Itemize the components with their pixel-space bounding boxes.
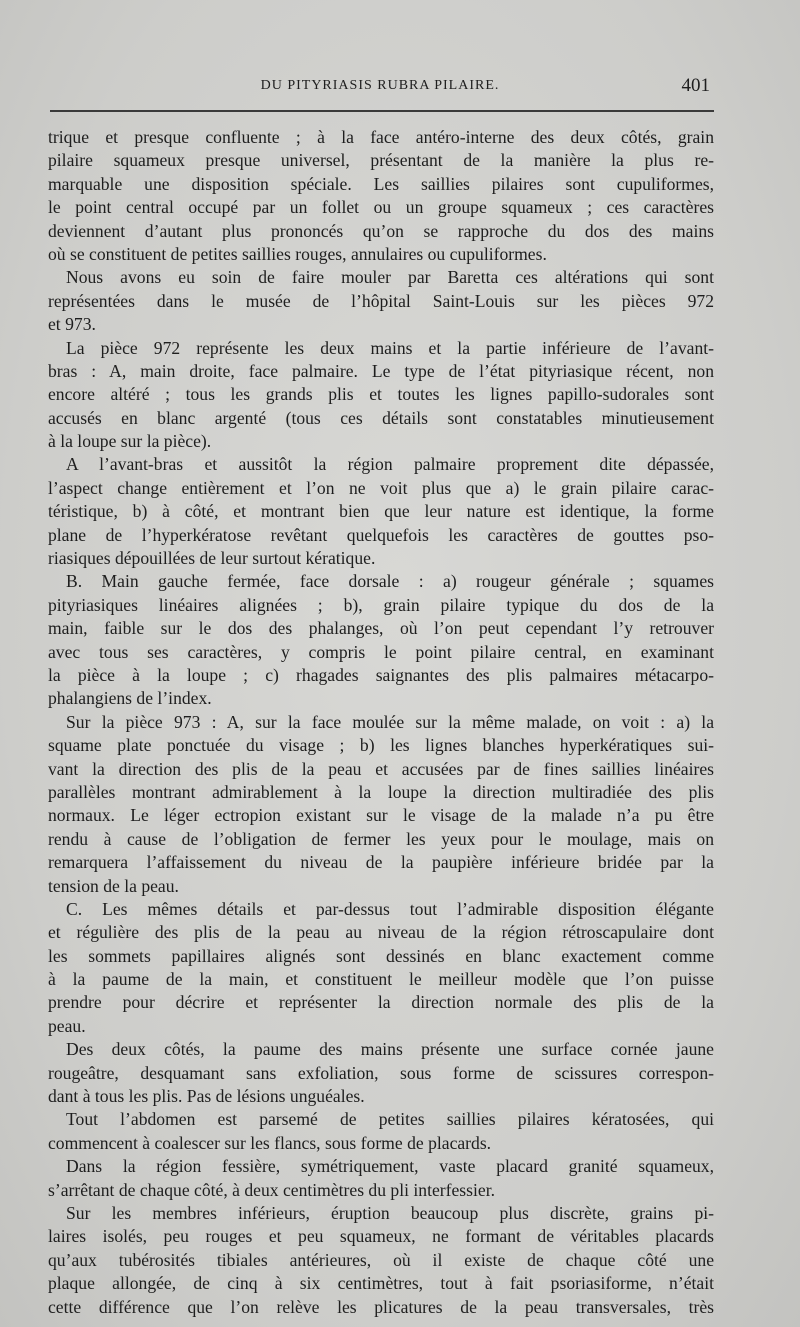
text-line: accusés en blanc argenté (tous ces détails sont constatables minutieusement xyxy=(48,407,714,428)
text-line: tension de la peau. xyxy=(48,875,179,896)
text-line: Des deux côtés, la paume des mains présente une surface cornée jaune xyxy=(66,1039,714,1060)
text-line: squame plate ponctuée du visage ; b) les lignes blanches hyperkératiques sui- xyxy=(48,735,714,756)
text-line: représentées dans le musée de l’hôpital Saint-Louis sur les pièces 972 xyxy=(48,290,714,311)
text-line: plaque allongée, de cinq à six centimètres, tout à fait psoriasiforme, n’était xyxy=(48,1273,714,1294)
text-line: peau. xyxy=(48,1015,86,1036)
header-rule xyxy=(50,110,714,112)
text-line: parallèles montrant admirablement à la loupe la direction multiradiée des plis xyxy=(48,781,714,802)
text-line: main, faible sur le dos des phalanges, où l’on peut cependant l’y retrouver xyxy=(48,618,714,639)
text-line: dant à tous les plis. Pas de lésions unguéales. xyxy=(48,1086,365,1107)
text-line: La pièce 972 représente les deux mains et la partie inférieure de l’avant- xyxy=(66,337,714,358)
text-line: vant la direction des plis de la peau et accusées par de fines saillies linéaires xyxy=(48,758,714,779)
text-line: cette différence que l’on relève les plicatures de la peau transversales, très xyxy=(48,1296,714,1317)
text-line: remarquera l’affaissement du niveau de la paupière inférieure bridée par la xyxy=(48,852,714,873)
text-line: à la loupe sur la pièce). xyxy=(48,431,212,452)
text-line: marquable une disposition spéciale. Les saillies pilaires sont cupuliformes, xyxy=(48,173,714,194)
text-line: et 973. xyxy=(48,314,96,335)
text-line: et régulière des plis de la peau au niveau de la région rétroscapulaire dont xyxy=(48,922,714,943)
text-line: pityriasiques linéaires alignées ; b), grain pilaire typique du dos de la xyxy=(48,594,714,615)
text-line: B. Main gauche fermée, face dorsale : a) rougeur générale ; squames xyxy=(66,571,714,592)
text-line: s’arrêtant de chaque côté, à deux centimètres du pli interfessier. xyxy=(48,1179,495,1200)
text-line: avec tous ses caractères, y compris le point pilaire central, en examinant xyxy=(48,641,714,662)
text-body xyxy=(48,126,714,1319)
text-line: Sur la pièce 973 : A, sur la face moulée sur la même malade, on voit : a) la xyxy=(66,711,714,732)
text-line: téristique, b) à côté, et montrant bien que leur nature est identique, la forme xyxy=(48,501,714,522)
text-line: C. Les mêmes détails et par-dessus tout l’admirable disposition élégante xyxy=(66,898,714,919)
text-line: laires isolés, peu rouges et peu squameux, ne formant de véritables placards xyxy=(48,1226,714,1247)
text-line: phalangiens de l’index. xyxy=(48,688,212,709)
text-line: Tout l’abdomen est parsemé de petites saillies pilaires kératosées, qui xyxy=(66,1109,714,1130)
text-line: A l’avant-bras et aussitôt la région palmaire proprement dite dépassée, xyxy=(66,454,714,475)
text-line: le point central occupé par un follet ou un groupe squameux ; ces caractères xyxy=(48,197,714,218)
text-line: riasiques dépouillées de leur surtout kératique. xyxy=(48,548,376,569)
text-line: rougeâtre, desquamant sans exfoliation, sous forme de scissures correspon- xyxy=(48,1062,714,1083)
text-line: Nous avons eu soin de faire mouler par Baretta ces altérations qui sont xyxy=(66,267,714,288)
text-line: Dans la région fessière, symétriquement, vaste placard granité squameux, xyxy=(66,1156,714,1177)
text-line: commencent à coalescer sur les flancs, sous forme de placards. xyxy=(48,1132,492,1153)
text-line: trique et presque confluente ; à la face antéro-interne des deux côtés, grain xyxy=(48,127,714,147)
text-line: rendu à cause de l’obligation de fermer les yeux pour le moulage, mais on xyxy=(48,828,714,849)
text-line: les sommets papillaires alignés sont dessinés en blanc exactement comme xyxy=(48,945,714,966)
running-title: DU PITYRIASIS RUBRA PILAIRE. xyxy=(260,78,500,93)
text-line: normaux. Le léger ectropion existant sur le visage de la malade n’a pu être xyxy=(48,805,714,826)
text-line: où se constituent de petites saillies rouges, annulaires ou cupuliformes. xyxy=(48,243,547,264)
text-line: deviennent d’autant plus prononcés qu’on se rapproche du dos des mains xyxy=(48,220,714,241)
text-line: pilaire squameux presque universel, présentant de la manière la plus re- xyxy=(48,150,714,171)
text-line: Sur les membres inférieurs, éruption beaucoup plus discrète, grains pi- xyxy=(66,1202,714,1223)
text-line: prendre pour décrire et représenter la direction normale des plis de la xyxy=(48,992,714,1013)
text-line: qu’aux tubérosités tibiales antérieures, où il existe de chaque côté une xyxy=(48,1249,714,1270)
text-line: plane de l’hyperkératose revêtant quelquefois les caractères de gouttes pso- xyxy=(48,524,714,545)
text-line: encore altéré ; tous les grands plis et toutes les lignes papillo-sudorales sont xyxy=(48,384,714,405)
text-line: l’aspect change entièrement et l’on ne voit plus que a) le grain pilaire carac- xyxy=(48,477,714,498)
text-line: à la paume de la main, et constituent le meilleur modèle que l’on puisse xyxy=(48,969,714,990)
text-line: bras : A, main droite, face palmaire. Le type de l’état pityriasique récent, non xyxy=(48,360,714,381)
text-line: la pièce à la loupe ; c) rhagades saignantes des plis palmaires métacarpo- xyxy=(48,664,714,685)
page-number: 401 xyxy=(681,75,710,96)
running-head xyxy=(48,76,712,100)
